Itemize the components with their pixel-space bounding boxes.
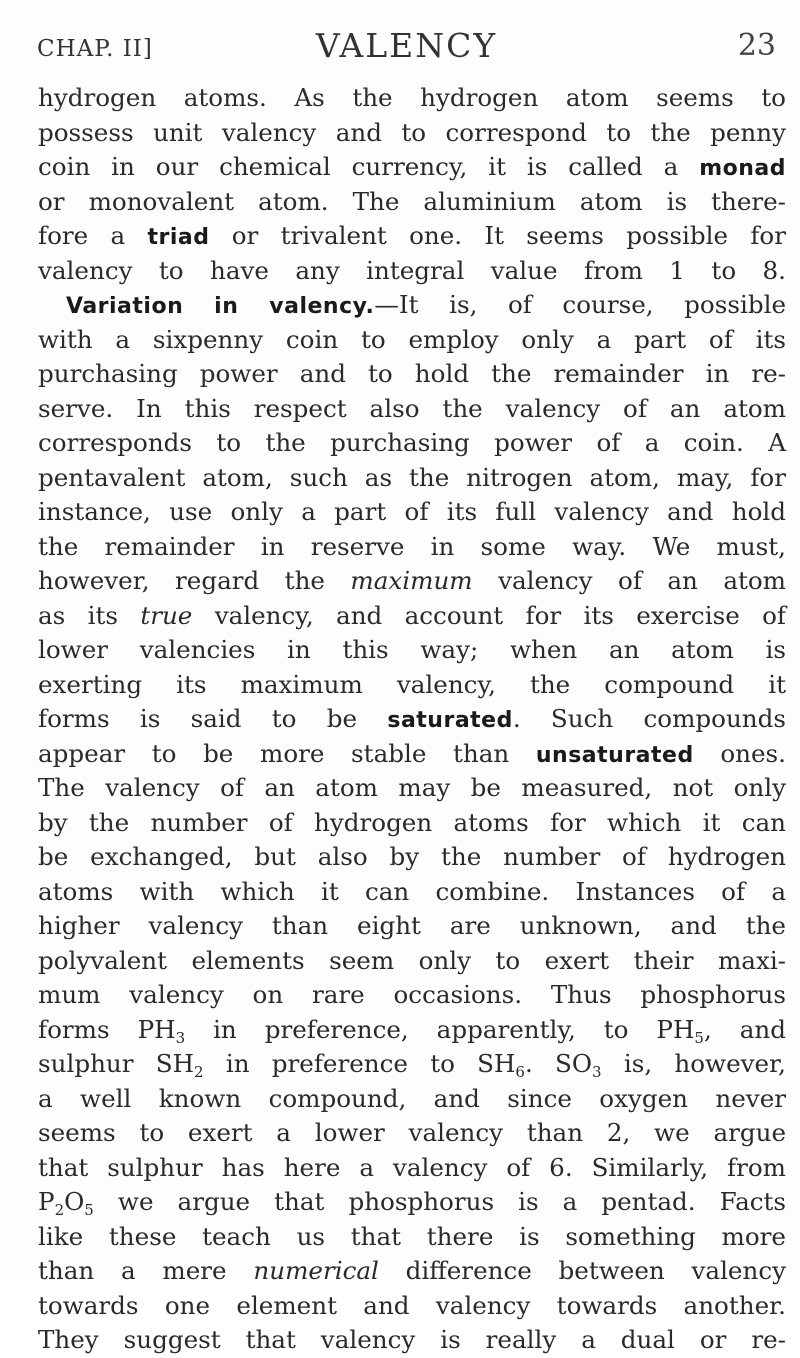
running-title: VALENCY [315,26,498,65]
formula-ph5: $PH_5$ [656,1014,704,1047]
text-line: pentavalent atom, such as the nitrogen atom, may, for [38,462,786,492]
text-line: that sulphur has here a valency of 6. Similarly, from [38,1152,786,1182]
text-line: corresponds to the purchasing power of a coin. A [38,428,786,457]
text-line: hydrogen atoms. As the hydrogen atom seems to [38,83,786,112]
text-line: coin in our chemical currency, it is called a monad [38,152,786,181]
text-line: be exchanged, but also by the number of hydrogen [38,842,786,871]
text-line: $P_2O_5$ we argue that phosphorus is a pentad. Facts [38,1187,787,1219]
chapter-label: CHAP. II] [37,36,153,62]
term-true: true [140,600,193,630]
body-text [38,81,786,1358]
text-line: fore a triad or trivalent one. It seems possible for [38,221,786,250]
text-line: possess unit valency and to correspond to the penny [38,117,786,147]
text-line: than a mere numerical difference between valency [38,1256,786,1285]
page-header [37,18,776,72]
text-line: appear to be more stable than unsaturated ones. [38,738,786,768]
text-line: instance, use only a part of its full valency and hold [38,497,786,526]
text-line: forms $PH_3$ in preference, apparently, to $PH_5$, and [38,1014,786,1047]
text-line: sulphur $SH_2$ in preference to $SH_6$. $SO_3$ is, however, [38,1049,786,1081]
formula-so3: $SO_3$ [555,1049,602,1081]
text-line: like these teach us that there is something more [38,1221,786,1251]
text-line: polyvalent elements seem only to exert their maxi- [38,945,786,975]
formula-sh6: $SH_6$ [477,1049,525,1081]
term-numerical: numerical [253,1256,379,1285]
section-heading: Variation in valency. [66,294,375,319]
term-monad: monad [699,156,786,181]
text-line: however, regard the maximum valency of an atom [38,566,786,595]
text-line: forms is said to be saturated. Such compounds [38,704,786,733]
text-line: or monovalent atom. The aluminium atom is there- [38,186,786,216]
text-line: higher valency than eight are unknown, and the [38,911,786,940]
page-number: 23 [737,28,776,63]
term-maximum: maximum [350,566,473,595]
term-saturated: saturated [387,708,513,733]
text-line: seems to exert a lower valency than 2, we argue [38,1118,786,1147]
formula-sh2: $SH_2$ [155,1049,204,1081]
text-line: as its true valency, and account for its exercise of [38,600,786,630]
text-line: atoms with which it can combine. Instances of a [38,876,786,906]
text-line: The valency of an atom may be measured, not only [38,773,786,802]
text-line: exerting its maximum valency, the compound it [38,669,786,699]
text-line: purchasing power and to hold the remainder in re- [38,359,786,388]
text-line: lower valencies in this way; when an atom is [38,635,786,664]
text-line: serve. In this respect also the valency of an atom [38,393,786,423]
text-line: the remainder in reserve in some way. We must, [38,531,786,561]
text-line: valency to have any integral value from 1 to 8. [38,255,786,285]
text-line: They suggest that valency is really a dual or re- [38,1325,786,1354]
text-line: mum valency on rare occasions. Thus phosphorus [38,980,786,1009]
text-line: by the number of hydrogen atoms for which it can [38,807,786,837]
term-triad: triad [147,225,210,250]
text-line: a well known compound, and since oxygen never [38,1083,786,1113]
formula-ph3: $PH_3$ [137,1014,186,1047]
text-line: Variation in valency.—It is, of course, possible [66,290,787,319]
term-unsaturated: unsaturated [535,742,694,768]
text-line: with a sixpenny coin to employ only a part of its [38,324,786,354]
formula-p2o5: $P_2O_5$ [38,1187,94,1219]
text-line: towards one element and valency towards another. [38,1290,786,1320]
